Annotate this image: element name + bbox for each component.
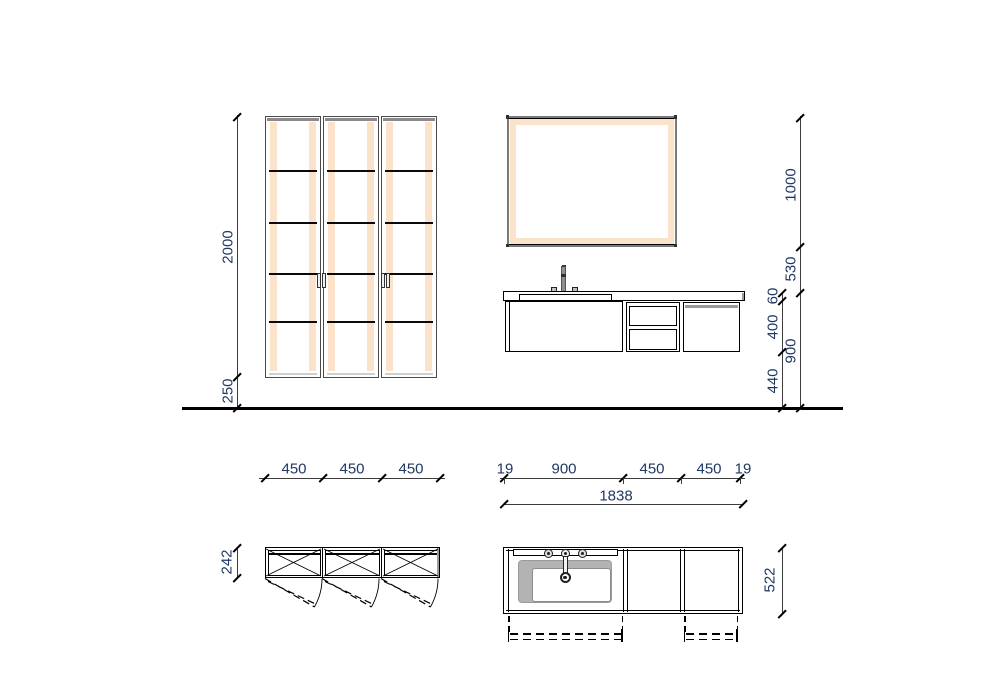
plan-inner-line-left xyxy=(508,549,509,612)
pullout-end-tick xyxy=(508,629,510,642)
dim-label-cab-width-2: 450 xyxy=(339,460,365,478)
door-swing-arc xyxy=(371,579,379,608)
door-handle xyxy=(317,273,321,288)
plan-divider xyxy=(627,549,628,612)
floor-line xyxy=(182,407,843,410)
dim-label-total-width: 1838 xyxy=(599,487,633,505)
shelf-line xyxy=(269,273,317,275)
dim-label-seg-4: 450 xyxy=(696,460,722,478)
x-brace xyxy=(324,549,380,576)
faucet-band xyxy=(561,274,566,277)
dim-ext-stub xyxy=(681,478,682,484)
mirror-wood-frame xyxy=(510,119,674,244)
countertop-edge-shade xyxy=(742,293,744,300)
dim-ext-stub xyxy=(623,478,624,484)
faucet-spout xyxy=(561,266,566,292)
plan-divider xyxy=(623,549,624,612)
dim-label-box-height: 400 xyxy=(764,314,782,340)
drawer-front-bottom xyxy=(629,329,677,350)
plan-inner-line-right xyxy=(738,549,739,612)
pullout-end-tick xyxy=(621,629,623,642)
shelf-line xyxy=(269,222,317,224)
shelf-line xyxy=(385,222,433,224)
mirror-corner-dot xyxy=(506,115,510,119)
door-open-dashed xyxy=(381,579,433,608)
mirror-corner-dot xyxy=(674,115,678,119)
dim-label-cab-width-1: 450 xyxy=(281,460,307,478)
dim-ext-stub xyxy=(504,478,505,484)
dim-label-counter-thickness: 60 xyxy=(764,287,782,305)
vanity-door-cabinet xyxy=(683,302,740,352)
shelf-line xyxy=(327,170,375,172)
dim-label-cabinet-height: 2000 xyxy=(219,230,237,264)
plan-divider xyxy=(684,549,685,612)
drain xyxy=(560,572,571,583)
wood-stile-left xyxy=(328,122,335,371)
door-handle xyxy=(381,273,385,288)
door-open-dashed xyxy=(265,579,317,608)
faucet-hole xyxy=(578,549,587,558)
dim-label-seg-2: 900 xyxy=(551,460,577,478)
dim-label-cab-width-3: 450 xyxy=(398,460,424,478)
mirror-corner-dot xyxy=(674,244,678,248)
panel-inner-line xyxy=(509,302,510,351)
shelf-line xyxy=(327,222,375,224)
shelf-line xyxy=(385,273,433,275)
mirror-corner-dot xyxy=(506,244,510,248)
shelf-line xyxy=(385,170,433,172)
dim-label-plinth: 250 xyxy=(219,378,237,404)
dim-label-cab-depth: 242 xyxy=(218,549,236,575)
shelf-line xyxy=(385,321,433,323)
door-handle xyxy=(386,273,390,288)
faucet-cap xyxy=(562,265,566,268)
plan-divider xyxy=(680,549,681,612)
mirror-frame-line-bottom xyxy=(509,244,675,245)
dim-label-counter-height: 900 xyxy=(782,338,800,364)
tall-cabinet-2 xyxy=(323,116,379,378)
drawer-front-top xyxy=(629,306,677,326)
pullout-end-tick xyxy=(736,629,738,642)
shelf-line xyxy=(327,273,375,275)
tall-cabinet-3 xyxy=(381,116,437,378)
door-swing-arc xyxy=(314,579,322,608)
cabinet-base-shade xyxy=(269,373,317,376)
cabinet-top-rail xyxy=(267,118,319,121)
dim-tick xyxy=(739,500,748,509)
cabinet-top-rail xyxy=(325,118,377,121)
dim-ext-stub xyxy=(740,478,741,484)
vanity-sink-cabinet xyxy=(505,301,623,352)
door-swing-arc xyxy=(430,579,438,608)
vanity-drawer-unit xyxy=(626,302,680,352)
dim-label-mirror-to-counter: 530 xyxy=(782,256,800,282)
door-open-dashed xyxy=(322,579,374,608)
plan-cabinet-symbols xyxy=(255,540,465,615)
dim-label-seg-5: 19 xyxy=(734,460,752,478)
dim-label-mirror-height: 1000 xyxy=(782,168,800,202)
dim-label-floor-clearance: 440 xyxy=(764,368,782,394)
dim-label-seg-3: 450 xyxy=(639,460,665,478)
faucet-hole xyxy=(544,549,553,558)
basin-bowl xyxy=(532,568,611,602)
dim-label-vanity-depth: 522 xyxy=(761,567,779,593)
mirror xyxy=(507,116,677,247)
wood-stile-right xyxy=(367,122,374,371)
wood-stile-right xyxy=(425,122,432,371)
wood-stile-left xyxy=(270,122,277,371)
shelf-line xyxy=(327,321,375,323)
cabinet-top-rail xyxy=(383,118,435,121)
wood-stile-left xyxy=(386,122,393,371)
shelf-line xyxy=(269,170,317,172)
cabinet-base-shade xyxy=(385,373,433,376)
panel-top-shade xyxy=(685,305,738,308)
pullout-end-tick xyxy=(684,629,686,642)
tall-cabinet-1 xyxy=(265,116,321,378)
door-handle xyxy=(322,273,326,288)
wood-stile-right xyxy=(309,122,316,371)
shelf-line xyxy=(269,321,317,323)
x-brace xyxy=(266,549,321,576)
dim-label-seg-1: 19 xyxy=(496,460,514,478)
x-brace xyxy=(383,549,438,576)
cabinet-base-shade xyxy=(327,373,375,376)
